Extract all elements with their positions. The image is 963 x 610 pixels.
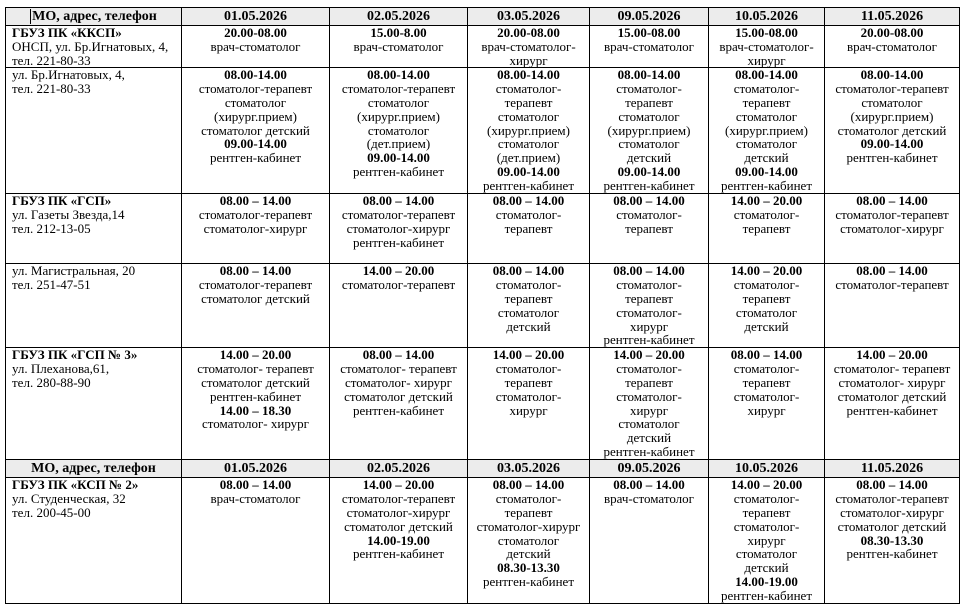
text-line: стоматолог [367, 94, 430, 110]
text-line: стоматолог- [733, 388, 800, 404]
header-label: МО, адрес, телефон [32, 8, 157, 24]
text-line: стоматолог- [733, 518, 800, 534]
text-line: стоматолог [618, 416, 680, 432]
time-range: 08.00 – 14.00 [219, 477, 292, 493]
text-line: рентген-кабинет [721, 587, 812, 603]
header-date [825, 460, 960, 478]
schedule-cell [590, 26, 709, 68]
text-line: хирург [629, 402, 669, 418]
time-range: 14.00 – 20.00 [730, 263, 803, 279]
time-range: 08.00 – 14.00 [613, 477, 685, 493]
text-line: рентген-кабинет [483, 177, 574, 193]
text-line: стоматолог- [616, 277, 682, 293]
schedule-cell [590, 68, 709, 194]
time-range: 08.00 – 14.00 [492, 193, 565, 209]
schedule-cell [182, 264, 330, 348]
text-line: стоматолог-хирург [346, 504, 451, 520]
text-line: стоматолог- [495, 81, 562, 97]
time-range: ГБУЗ ПК «ГСП» [12, 193, 112, 209]
schedule-cell [182, 26, 330, 68]
text-line: (хирург.прием) [487, 122, 570, 138]
time-range: 09.00-14.00 [860, 136, 924, 152]
header-date [709, 8, 825, 26]
text-line: стоматолог-хирург [840, 220, 944, 236]
text-line: стоматолог [497, 136, 560, 152]
header-row [6, 8, 960, 26]
text-line: рентген-кабинет [353, 402, 444, 418]
time-range: 09.00-14.00 [735, 163, 798, 179]
time-range: 14.00-19.00 [735, 573, 798, 589]
text-line: терапевт [504, 290, 553, 306]
text-line: стоматолог- [495, 207, 562, 223]
text-line: терапевт [504, 220, 553, 236]
text-line: врач-стоматолог [210, 491, 301, 507]
text-line: (хирург.прием) [607, 122, 691, 138]
text-line: (дет.прием) [366, 136, 431, 152]
time-range: 08.00 – 14.00 [219, 263, 292, 279]
table-row [6, 26, 960, 68]
schedule-cell [590, 264, 709, 348]
schedule-cell [590, 478, 709, 604]
text-line: стоматолог-терапевт [198, 81, 313, 97]
text-line: хирург [629, 318, 669, 334]
time-range: 08.00 – 14.00 [613, 263, 685, 279]
text-line: стоматолог [735, 136, 798, 152]
header-label: 10.05.2026 [735, 8, 798, 24]
text-line: врач-стоматолог [210, 38, 301, 54]
header-label: 10.05.2026 [735, 460, 798, 476]
header-date [182, 460, 330, 478]
time-range: 08.00 – 14.00 [856, 263, 928, 279]
header-date [709, 460, 825, 478]
table-row [6, 478, 960, 604]
text-line: рентген-кабинет [210, 150, 301, 166]
table-row [6, 194, 960, 264]
address-cell [6, 26, 182, 68]
schedule-cell [182, 194, 330, 264]
text-line: рентген-кабинет [603, 443, 695, 459]
header-label: 02.05.2026 [367, 460, 430, 476]
time-range: 20.00-08.00 [860, 25, 924, 40]
time-range: 08.00 – 14.00 [492, 263, 565, 279]
address-cell [6, 194, 182, 264]
text-line: детский [506, 546, 551, 562]
schedule-cell [330, 348, 468, 460]
header-row [6, 460, 960, 478]
text-line: хирург [747, 402, 786, 418]
text-line: стоматолог-терапевт [341, 277, 456, 293]
text-line: терапевт [742, 220, 791, 236]
table-row [6, 264, 960, 348]
text-line: (хирург.прием) [850, 108, 934, 124]
schedule-cell [825, 348, 960, 460]
text-line: врач-стоматолог [353, 38, 444, 54]
schedule-cell [709, 26, 825, 68]
text-line: терапевт [742, 94, 791, 110]
time-range: 08.00 – 14.00 [613, 193, 685, 209]
text-line: стоматолог- [616, 81, 682, 97]
time-range: 14.00 – 20.00 [492, 347, 565, 363]
time-range: 08.00 – 14.00 [856, 477, 928, 493]
text-line: (хирург.прием) [214, 108, 297, 124]
text-line: рентген-кабинет [603, 177, 695, 193]
header-date [468, 460, 590, 478]
schedule-cell [468, 68, 590, 194]
time-range: 08.00-14.00 [224, 67, 287, 83]
text-line: стоматолог- терапевт [340, 361, 457, 377]
time-range: 08.00 – 14.00 [730, 347, 803, 363]
text-line: стоматолог- терапевт [197, 361, 314, 377]
text-line: стоматолог-терапевт [835, 207, 949, 223]
address-cell [6, 478, 182, 604]
header-date [590, 8, 709, 26]
time-range: 15.00-08.00 [735, 25, 798, 40]
header-label: 02.05.2026 [367, 8, 430, 24]
time-range: 09.00-14.00 [224, 136, 287, 152]
text-line: терапевт [625, 290, 673, 306]
text-line: стоматолог детский [201, 290, 310, 306]
schedule-cell [330, 26, 468, 68]
text-line: детский [626, 150, 672, 166]
header-label: 03.05.2026 [497, 8, 560, 24]
text-line: стоматолог детский [837, 122, 947, 138]
text-line: стоматолог- хирург [838, 374, 946, 390]
time-range: 20.00-08.00 [497, 25, 560, 40]
text-line: стоматолог [367, 122, 430, 138]
text-line: рентген-кабинет [846, 546, 938, 562]
text-line: врач-стоматолог- [481, 38, 576, 54]
text-line: ул. Магистральная, 20 [12, 263, 136, 279]
text-line: стоматолог- [733, 361, 800, 377]
header-label: 09.05.2026 [617, 8, 681, 24]
time-range: 15.00-08.00 [617, 25, 681, 40]
schedule-cell [709, 194, 825, 264]
text-line: стоматолог-терапевт [835, 81, 949, 97]
text-line: стоматолог- [733, 491, 800, 507]
schedule-cell [330, 478, 468, 604]
time-range: 14.00 – 20.00 [856, 347, 928, 363]
schedule-cell [709, 264, 825, 348]
time-range: 08.00-14.00 [735, 67, 798, 83]
text-line: стоматолог детский [201, 122, 310, 138]
schedule-cell [590, 348, 709, 460]
text-line: стоматолог-хирург [840, 504, 944, 520]
text-line: стоматолог- [733, 81, 800, 97]
address-cell [6, 264, 182, 348]
text-line: стоматолог-хирург [476, 518, 581, 534]
time-range: ГБУЗ ПК «ККСП» [12, 25, 122, 40]
time-range: ГБУЗ ПК «КСП № 2» [12, 477, 139, 493]
header-label: МО, адрес, телефон [31, 460, 156, 476]
text-line: хирург [509, 402, 548, 418]
text-line: стоматолог- [616, 388, 682, 404]
text-line: стоматолог [618, 108, 680, 124]
text-line: рентген-кабинет [603, 332, 695, 348]
schedule-cell [468, 264, 590, 348]
time-range: 14.00 – 18.30 [219, 402, 292, 418]
header-label: 01.05.2026 [224, 8, 287, 24]
schedule-cell [468, 348, 590, 460]
time-range: 08.00 – 14.00 [856, 193, 928, 209]
text-line: (хирург.прием) [357, 108, 440, 124]
schedule-cell [330, 194, 468, 264]
time-range: 08.00 – 14.00 [362, 193, 435, 209]
time-range: 14.00 – 20.00 [219, 347, 292, 363]
schedule-body [6, 8, 960, 604]
time-range: 08.00 – 14.00 [362, 347, 435, 363]
schedule-cell [468, 478, 590, 604]
text-line: стоматолог детский [837, 518, 947, 534]
time-range: 15.00-8.00 [370, 25, 427, 40]
text-line: врач-стоматолог [603, 491, 695, 507]
time-range: 14.00 – 20.00 [362, 477, 435, 493]
text-line: стоматолог- [616, 361, 682, 377]
schedule-cell [468, 194, 590, 264]
text-line: стоматолог- хирург [345, 374, 452, 390]
time-range: 20.00-08.00 [224, 25, 287, 40]
text-line: стоматолог- хирург [202, 416, 309, 432]
text-line: стоматолог-терапевт [341, 81, 456, 97]
text-line: стоматолог [735, 304, 798, 320]
text-line: стоматолог- [495, 388, 562, 404]
header-date [825, 8, 960, 26]
time-range: 08.00 – 14.00 [219, 193, 292, 209]
text-line: терапевт [742, 290, 791, 306]
text-line: детский [744, 318, 789, 334]
text-line: ОНСП, ул. Бр.Игнатовых, 4, [12, 38, 169, 54]
text-line: терапевт [504, 94, 553, 110]
header-date [330, 460, 468, 478]
schedule-table [5, 7, 960, 604]
schedule-cell [825, 264, 960, 348]
text-line: детский [626, 430, 672, 446]
text-line: врач-стоматолог [846, 38, 938, 54]
table-row [6, 68, 960, 194]
header-date [590, 460, 709, 478]
time-range: 08.30-13.30 [497, 560, 560, 576]
text-line: тел. 251-47-51 [12, 277, 91, 293]
time-range: 08.00 – 14.00 [492, 477, 565, 493]
schedule-cell [182, 68, 330, 194]
text-line: стоматолог- [495, 491, 562, 507]
text-line: стоматолог- [733, 277, 800, 293]
address-cell [6, 348, 182, 460]
schedule-cell [709, 348, 825, 460]
text-line: стоматолог [735, 108, 798, 124]
schedule-cell [182, 478, 330, 604]
text-line: (хирург.прием) [725, 122, 808, 138]
text-line: хирург [509, 52, 548, 68]
text-line: стоматолог-терапевт [341, 491, 456, 507]
text-line: терапевт [504, 504, 553, 520]
text-line: стоматолог [618, 136, 680, 152]
header-label: 01.05.2026 [224, 460, 287, 476]
schedule-cell [330, 264, 468, 348]
text-line: терапевт [504, 374, 553, 390]
header-address [6, 460, 182, 478]
time-range: 14.00 – 20.00 [730, 477, 803, 493]
text-line: стоматолог детский [837, 388, 947, 404]
text-line: врач-стоматолог [603, 38, 695, 54]
text-line: тел. 212-13-05 [12, 220, 91, 236]
text-line: стоматолог детский [344, 388, 453, 404]
text-line: тел. 221-80-33 [12, 81, 91, 97]
header-date [330, 8, 468, 26]
text-line: стоматолог- [616, 304, 682, 320]
text-line: ул. Плеханова,61, [12, 361, 110, 377]
text-line: стоматолог-хирург [346, 220, 451, 236]
text-line: терапевт [625, 94, 673, 110]
time-range: 08.00-14.00 [497, 67, 560, 83]
text-line: рентген-кабинет [353, 163, 444, 179]
text-line: стоматолог- [495, 361, 562, 377]
text-line: стоматолог [224, 94, 287, 110]
text-line: терапевт [742, 504, 791, 520]
header-label: 11.05.2026 [860, 8, 924, 24]
time-range: 09.00-14.00 [367, 150, 430, 166]
text-line: стоматолог детский [201, 374, 310, 390]
time-range: 08.30-13.30 [860, 532, 924, 548]
text-line: стоматолог- [733, 207, 800, 223]
text-line: детский [744, 560, 789, 576]
text-line: рентген-кабинет [483, 573, 574, 589]
text-line: стоматолог [497, 304, 560, 320]
schedule-cell [709, 478, 825, 604]
text-line: стоматолог [861, 94, 923, 110]
text-line: ул. Газеты Звезда,14 [12, 207, 125, 223]
address-cell [6, 68, 182, 194]
schedule-cell [709, 68, 825, 194]
time-range: ГБУЗ ПК «ГСП № 3» [12, 347, 138, 363]
text-line: стоматолог [497, 532, 560, 548]
text-line: рентген-кабинет [846, 402, 938, 418]
header-label: 03.05.2026 [497, 460, 560, 476]
text-line: стоматолог- терапевт [833, 361, 951, 377]
text-line: рентген-кабинет [353, 546, 444, 562]
header-date [182, 8, 330, 26]
schedule-cell [590, 194, 709, 264]
schedule-cell [825, 68, 960, 194]
text-line: стоматолог- [616, 207, 682, 223]
schedule-cell [182, 348, 330, 460]
time-range: 08.00-14.00 [617, 67, 681, 83]
header-label: 11.05.2026 [860, 460, 924, 476]
text-line: хирург [747, 532, 786, 548]
text-line: стоматолог детский [344, 518, 453, 534]
header-address [6, 8, 182, 26]
text-line: стоматолог-терапевт [198, 277, 313, 293]
text-line: стоматолог-терапевт [341, 207, 456, 223]
text-line: стоматолог-терапевт [835, 491, 949, 507]
time-range: 14.00 – 20.00 [613, 347, 685, 363]
schedule-cell [825, 194, 960, 264]
text-line: стоматолог-хирург [203, 220, 308, 236]
text-line: тел. 221-80-33 [12, 52, 91, 68]
time-range: 09.00-14.00 [617, 163, 681, 179]
time-range: 14.00 – 20.00 [362, 263, 435, 279]
text-line: стоматолог [735, 546, 798, 562]
text-line: рентген-кабинет [721, 177, 812, 193]
text-line: (дет.прием) [496, 150, 561, 166]
time-range: 14.00-19.00 [367, 532, 430, 548]
text-line: тел. 280-88-90 [12, 374, 91, 390]
text-line: хирург [747, 52, 786, 68]
text-line: терапевт [625, 374, 673, 390]
table-row [6, 348, 960, 460]
text-line: стоматолог [497, 108, 560, 124]
time-range: 08.00-14.00 [367, 67, 430, 83]
text-line: стоматолог-терапевт [198, 207, 313, 223]
text-line: врач-стоматолог- [719, 38, 814, 54]
time-range: 14.00 – 20.00 [730, 193, 803, 209]
schedule-cell [330, 68, 468, 194]
text-line: рентген-кабинет [353, 234, 444, 250]
text-line: рентген-кабинет [846, 150, 938, 166]
text-line: рентген-кабинет [210, 388, 301, 404]
text-line: стоматолог-терапевт [835, 277, 949, 293]
header-date [468, 8, 590, 26]
text-line: терапевт [742, 374, 791, 390]
time-range: 08.00-14.00 [860, 67, 924, 83]
text-line: терапевт [625, 220, 673, 236]
text-line: ул. Бр.Игнатовых, 4, [12, 67, 125, 83]
text-line: ул. Студенческая, 32 [12, 491, 126, 507]
header-label: 09.05.2026 [617, 460, 681, 476]
schedule-cell [825, 478, 960, 604]
text-line: детский [744, 150, 789, 166]
text-line: стоматолог- [495, 277, 562, 293]
text-line: детский [506, 318, 551, 334]
schedule-cell [825, 26, 960, 68]
schedule-cell [468, 26, 590, 68]
time-range: 09.00-14.00 [497, 163, 560, 179]
text-line: тел. 200-45-00 [12, 504, 91, 520]
